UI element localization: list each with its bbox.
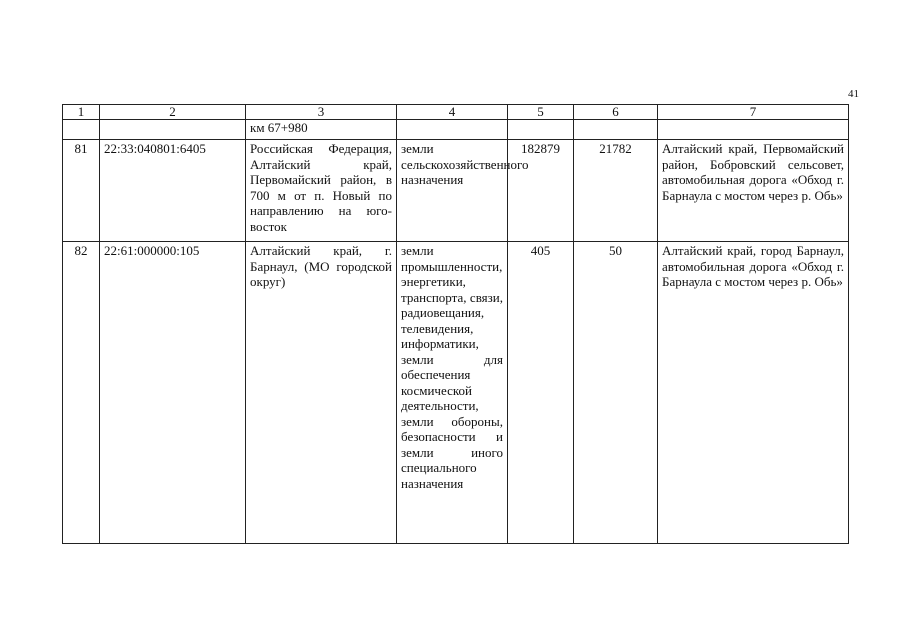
location-cell: км 67+980	[246, 120, 397, 140]
land-plots-table	[62, 104, 849, 544]
table-cell	[658, 120, 849, 140]
cadastral-number-cell: 22:61:000000:105	[100, 242, 246, 544]
page-number: 41	[848, 88, 859, 100]
table-row-continuation	[63, 120, 849, 140]
location-cell: Российская Федерация, Алтайский край, Первомайский район, в 700 м от п. Новый по направлению на юго-восток	[246, 140, 397, 242]
table-row	[63, 140, 849, 242]
table-cell	[508, 120, 574, 140]
land-category-cell: земли сельскохозяйственного назначения	[397, 140, 508, 242]
column-header: 3	[246, 105, 397, 120]
cadastral-number-cell: 22:33:040801:6405	[100, 140, 246, 242]
location-cell: Алтайский край, г. Барнаул, (МО городской округ)	[246, 242, 397, 544]
table-cell	[100, 120, 246, 140]
area-part-cell: 21782	[574, 140, 658, 242]
column-header: 7	[658, 105, 849, 120]
purpose-cell: Алтайский край, город Барнаул, автомобильная дорога «Обход г. Барнаула с мостом через р. Обь»	[658, 242, 849, 544]
area-cell: 405	[508, 242, 574, 544]
column-header: 6	[574, 105, 658, 120]
purpose-cell: Алтайский край, Первомайский район, Бобровский сельсовет, автомобильная дорога «Обход г. Барнаула с мостом через р. Обь»	[658, 140, 849, 242]
column-header: 1	[63, 105, 100, 120]
column-header: 4	[397, 105, 508, 120]
table-cell	[63, 120, 100, 140]
table-cell	[574, 120, 658, 140]
row-number-cell: 81	[63, 140, 100, 242]
table-row	[63, 242, 849, 544]
row-number-cell: 82	[63, 242, 100, 544]
table-header-row	[63, 105, 849, 120]
column-header: 5	[508, 105, 574, 120]
land-category-cell: земли промышленности, энергетики, транспорта, связи, радиовещания, телевидения, информатики, земли для обеспечения космической деятельности, земли обороны, безопасности и земли иного специального назначения	[397, 242, 508, 544]
area-part-cell: 50	[574, 242, 658, 544]
area-cell: 182879	[508, 140, 574, 242]
table-cell	[397, 120, 508, 140]
column-header: 2	[100, 105, 246, 120]
